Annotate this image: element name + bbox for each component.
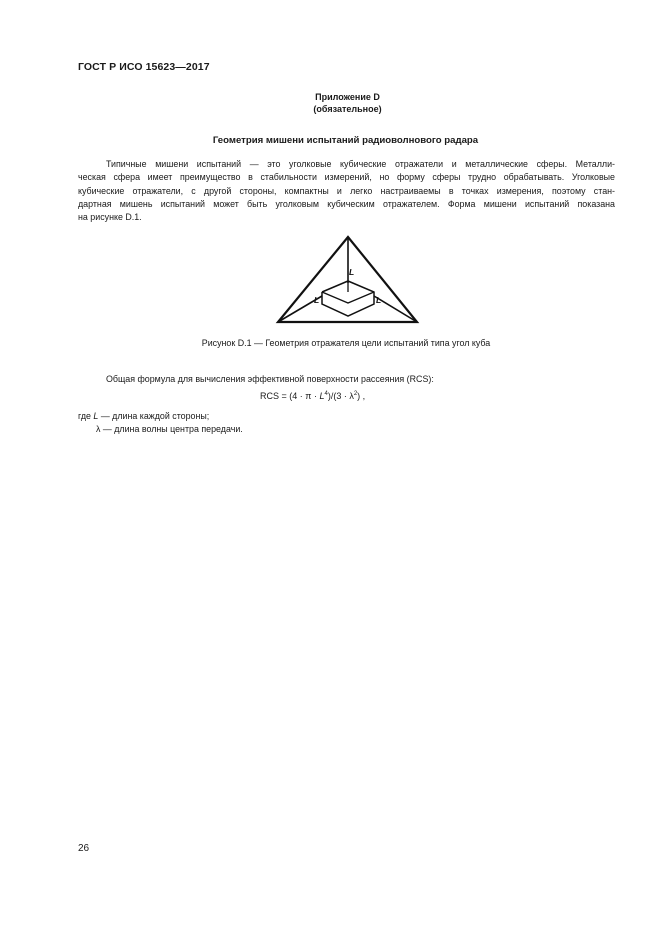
- formula-suffix: ) ,: [357, 391, 366, 401]
- section-title-text: Геометрия мишени испытаний радиоволнового радара: [212, 135, 479, 146]
- figure-caption: [0, 338, 661, 348]
- definition-L: [78, 410, 243, 423]
- cube-inner-edges: [322, 292, 374, 303]
- label-L-right: L: [376, 295, 382, 305]
- appendix-title: Приложение D: [315, 92, 380, 102]
- corner-reflector-figure: [275, 234, 421, 326]
- paragraph-line: кубические отражатели, с другой стороны, компактны и легко настраиваемы в точках измерения, поэтому стан-: [78, 185, 615, 196]
- formula-exp-L: 4: [324, 391, 328, 397]
- paragraph-line: Типичные мишени испытаний — это уголковые кубические отражатели и металлические сферы. Металли-: [106, 159, 615, 169]
- appendix-heading: [0, 91, 661, 115]
- definition-L-text: — длина каждой стороны;: [98, 411, 210, 421]
- where-prefix: где: [78, 411, 94, 421]
- document-header: ГОСТ Р ИСО 15623—2017: [78, 61, 210, 73]
- paragraph-line: дартная мишень испытаний может быть уголковым кубическим отражателем. Форма мишени испытаний показана: [78, 198, 615, 209]
- formula-intro: Общая формула для вычисления эффективной поверхности рассеяния (RCS):: [106, 374, 434, 384]
- paragraph-line: на рисунке D.1.: [78, 212, 142, 223]
- formula-prefix: RCS = (4 · π ·: [260, 391, 320, 401]
- label-L-top: L: [349, 267, 355, 277]
- definition-lambda: λ — длина волны центра передачи.: [96, 424, 243, 434]
- section-title: [0, 135, 661, 146]
- figure-caption-text: Рисунок D.1 — Геометрия отражателя цели испытаний типа угол куба: [201, 338, 491, 348]
- body-paragraph: [78, 158, 615, 224]
- corner-reflector-diagram: [275, 234, 421, 326]
- variable-definitions: [78, 410, 243, 436]
- where-var-L: L: [93, 411, 99, 421]
- rcs-formula: [260, 391, 365, 401]
- paragraph-line: ческая сфера имеет преимущество в стабильности измерений, но форму сферы трудно обрабатывать. Уголковые: [78, 172, 615, 183]
- appendix-status: (обязательное): [313, 104, 382, 114]
- formula-var-L: L: [319, 391, 325, 401]
- label-L-left: L: [314, 295, 320, 305]
- page-number: 26: [78, 843, 90, 854]
- formula-exp-lambda: 2: [353, 391, 358, 397]
- formula-middle: )/(3 · λ: [327, 391, 354, 401]
